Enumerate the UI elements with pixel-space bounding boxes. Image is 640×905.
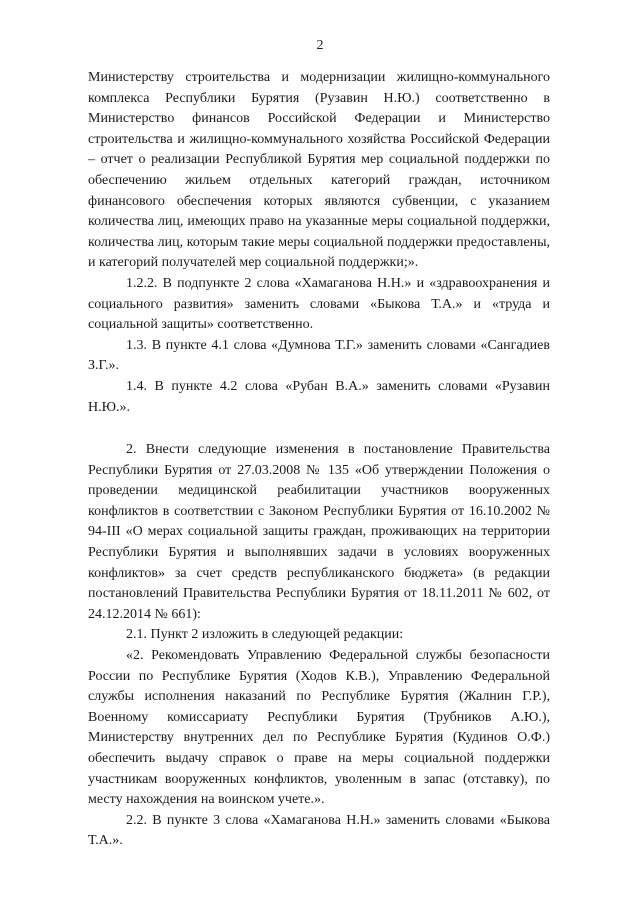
paragraph: 1.3. В пункте 4.1 слова «Думнова Т.Г.» заменить словами «Сангадиев З.Г.». [88,337,550,374]
page-number: 2 [316,38,324,53]
paragraph: Министерству строительства и модернизации жилищно-коммунального комплекса Республики Бурятия (Рузавин Н.Ю.) соответственно в Министерство финансов Российской Федерации и Министерство строительства и жилищно-коммунального хозяйства Российской Федерации – отчет о реализации Республикой Бурятия мер социальной поддержки по обеспечению жильем отдельных категорий граждан, источником финансового обеспечения которых являются субвенции, с указанием количества лиц, имеющих право на указанные меры социальной поддержки, количества лиц, которым такие меры социальной поддержки предоставлены, и категорий получателей мер социальной поддержки;». [88,70,550,271]
paragraph: «2. Рекомендовать Управлению Федеральной службы безопасности России по Республике Бурятия (Ходов К.В.), Управлению Федеральной службы исполнения наказаний по Республике Бурятия (Жалнин Г.Р.), Военному комиссариату Республики Бурятия (Трубников А.Ю.), Министерству внутренних дел по Республике Бурятия (Кудинов О.Ф.) обеспечить выдачу справок о праве на меры социальной поддержки участникам вооруженных конфликтов, уволенным в запас (отставку), по месту нахождения на воинском учете.». [88,648,550,808]
paragraph: 2.1. Пункт 2 изложить в следующей редакции: [126,627,404,643]
paragraph: 1.4. В пункте 4.2 слова «Рубан В.А.» заменить словами «Рузавин Н.Ю.». [88,378,550,415]
paragraph: 2. Внести следующие изменения в постановление Правительства Республики Бурятия от 27.03.2008 № 135 «Об утверждении Положения о проведении медицинской реабилитации участников вооруженных конфликтов в соответствии с Законом Республики Бурятия от 16.10.2002 № 94-III «О мерах социальной защиты граждан, проживающих на территории Республики Бурятия и выполнявших задачи в условиях вооруженных конфликтов» за счет средств республиканского бюджета» (в редакции постановлений Правительства Республики Бурятия от 18.11.2011 № 602, от 24.12.2014 № 661): [88,442,550,622]
paragraph: 1.2.2. В подпункте 2 слова «Хамаганова Н.Н.» и «здравоохранения и социального развития» заменить словами «Быкова Т.А.» и «труда и социальной защиты» соответственно. [88,275,550,333]
paragraph: 2.2. В пункте 3 слова «Хамаганова Н.Н.» заменить словами «Быкова Т.А.». [88,812,550,849]
document-body [88,68,550,852]
paragraph-gap [88,418,550,440]
